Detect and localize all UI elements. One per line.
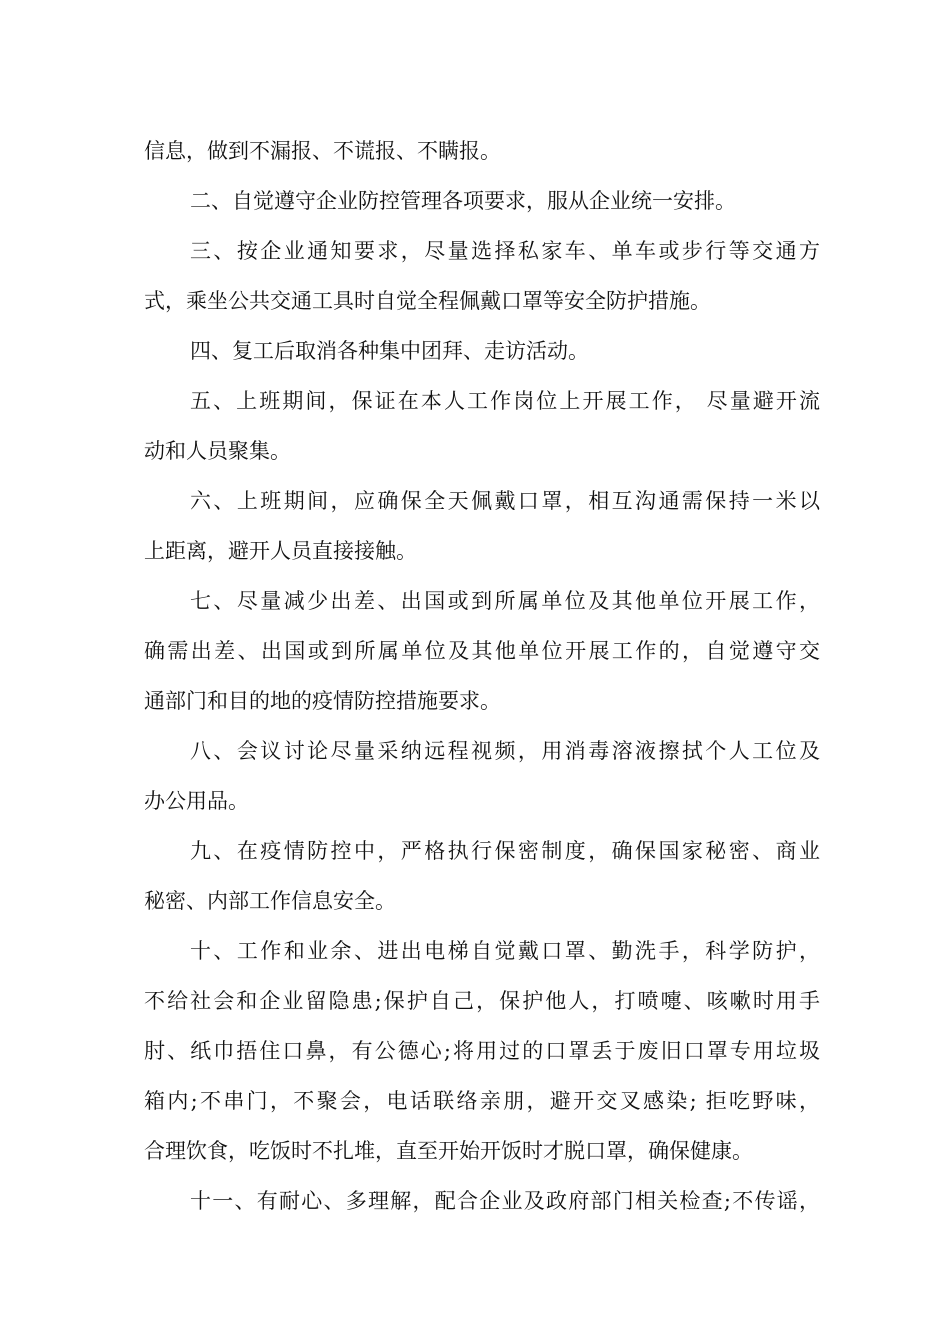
text-line: 六、上班期间，应确保全天佩戴口罩，相互沟通需保持一米以 (190, 489, 820, 513)
text-line: 合理饮食，吃饭时不扎堆，直至开始开饭时才脱口罩，确保健康。 (144, 1139, 753, 1163)
text-line: 上距离，避开人员直接接触。 (144, 539, 417, 563)
text-line: 五、上班期间，保证在本人工作岗位上开展工作， 尽量避开流 (190, 389, 820, 413)
text-line: 通部门和目的地的疫情防控措施要求。 (144, 689, 501, 713)
text-line: 信息，做到不漏报、不谎报、不瞒报。 (144, 139, 501, 163)
text-line: 三、按企业通知要求，尽量选择私家车、单车或步行等交通方 (190, 239, 820, 263)
text-line: 动和人员聚集。 (144, 439, 291, 463)
text-line: 箱内;不串门，不聚会，电话联络亲朋，避开交叉感染; 拒吃野味， (144, 1089, 820, 1113)
text-line: 二、自觉遵守企业防控管理各项要求，服从企业统一安排。 (190, 189, 736, 213)
text-line: 确需出差、出国或到所属单位及其他单位开展工作的，自觉遵守交 (144, 639, 820, 663)
text-line: 式，乘坐公共交通工具时自觉全程佩戴口罩等安全防护措施。 (144, 289, 711, 313)
text-line: 八、会议讨论尽量采纳远程视频，用消毒溶液擦拭个人工位及 (190, 739, 820, 763)
text-line: 不给社会和企业留隐患;保护自己，保护他人，打喷嚏、咳嗽时用手 (144, 989, 820, 1013)
text-line: 九、在疫情防控中，严格执行保密制度，确保国家秘密、商业 (190, 839, 820, 863)
text-line: 办公用品。 (144, 789, 249, 813)
text-line: 七、尽量减少出差、出国或到所属单位及其他单位开展工作， (190, 589, 820, 613)
text-line: 十、工作和业余、进出电梯自觉戴口罩、勤洗手，科学防护， (190, 939, 820, 963)
text-line: 四、复工后取消各种集中团拜、走访活动。 (190, 339, 589, 363)
text-line: 十一、有耐心、多理解，配合企业及政府部门相关检查;不传谣， (190, 1189, 820, 1213)
document-body (144, 126, 820, 1226)
text-line: 肘、纸巾捂住口鼻，有公德心;将用过的口罩丢于废旧口罩专用垃圾 (144, 1039, 820, 1063)
text-line: 秘密、内部工作信息安全。 (144, 889, 396, 913)
